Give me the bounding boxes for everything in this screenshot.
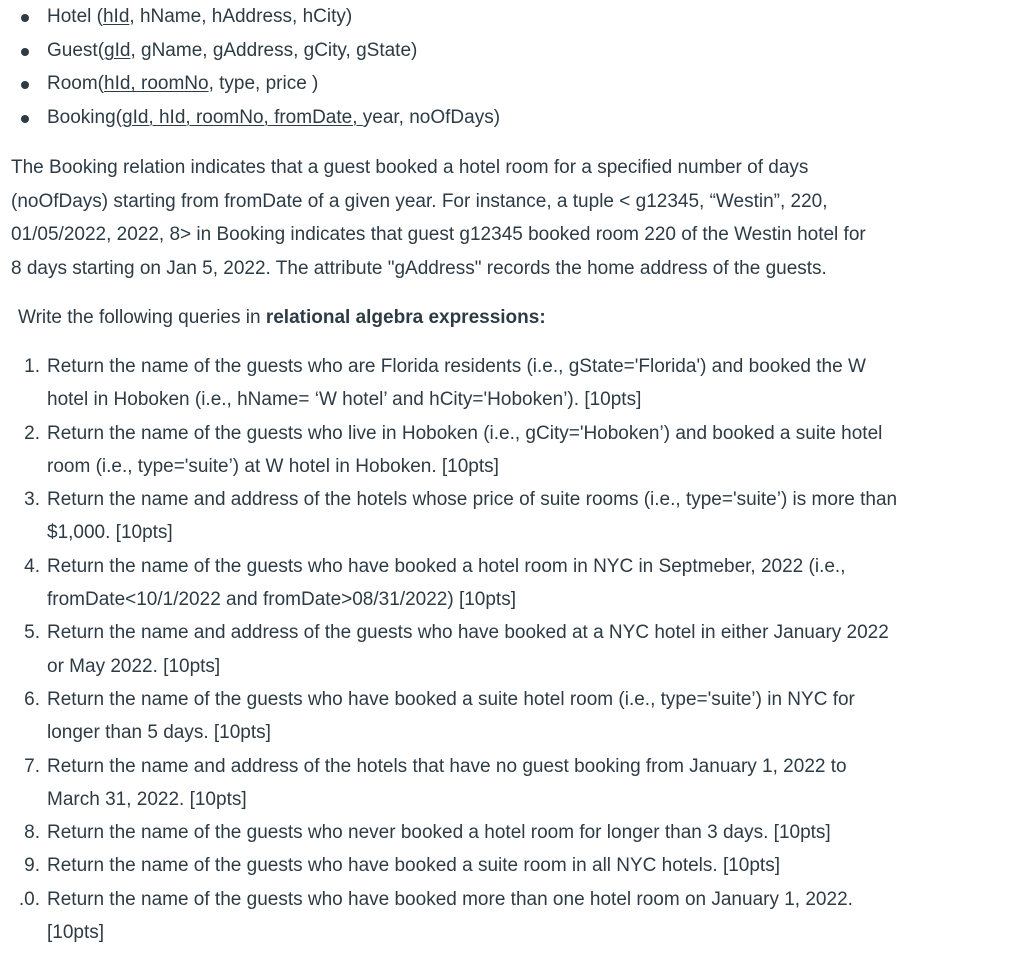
bullet-icon — [21, 48, 29, 56]
schema-item — [0, 105, 500, 139]
query-text-line: fromDate<10/1/2022 and fromDate>08/31/2022) [10pts] — [47, 589, 516, 611]
query-text-line: Return the name of the guests who are Florida residents (i.e., gState='Florida') and booked the W — [47, 356, 866, 377]
instruction-line — [18, 301, 546, 334]
schema-text: , hName, hAddress, hCity) — [129, 6, 353, 27]
description-line: 01/05/2022, 2022, 8> in Booking indicates that guest g12345 booked room 220 of the Westin hotel for — [11, 224, 866, 245]
query-text-line: or May 2022. [10pts] — [47, 655, 221, 677]
query-number: 8. — [24, 822, 40, 844]
query-text-line: Return the name of the guests who have booked a suite room in all NYC hotels. [10pts] — [47, 855, 780, 877]
description-line: (noOfDays) starting from fromDate of a given year. For instance, a tuple < g12345, “Westin”, 220, — [11, 190, 828, 212]
schema-text: , gName, gAddress, gCity, gState) — [130, 39, 418, 61]
bullet-icon — [21, 14, 29, 22]
query-number: .0. — [18, 888, 40, 910]
query-number: 4. — [24, 555, 40, 577]
query-item — [0, 849, 1024, 882]
schema-text: , type, price ) — [208, 73, 319, 94]
query-text-line: Return the name of the guests who have booked a hotel room in NYC in Septmeber, 2022 (i.e., — [47, 555, 846, 577]
schema-text: year, noOfDays) — [362, 106, 501, 128]
query-text-line: Return the name of the guests who live in Hoboken (i.e., gCity='Hoboken’) and booked a suite hotel — [47, 422, 883, 444]
query-item — [0, 417, 1024, 484]
query-item — [0, 616, 1024, 683]
description-line: 8 days starting on Jan 5, 2022. The attribute "gAddress" records the home address of the guests. — [11, 257, 827, 279]
schema-list — [0, 4, 500, 138]
query-item — [0, 816, 1024, 849]
query-item — [0, 483, 1024, 550]
query-number: 6. — [24, 688, 40, 710]
schema-text: Room( — [47, 73, 105, 94]
schema-key-attributes: gId — [104, 39, 131, 61]
query-number: 2. — [24, 422, 40, 444]
query-text-line: Return the name of the guests who have booked a suite hotel room (i.e., type='suite’) in NYC for — [47, 688, 855, 710]
query-list — [0, 350, 1024, 949]
schema-text: Guest( — [47, 39, 105, 61]
query-text-line: $1,000. [10pts] — [47, 522, 173, 544]
query-number: 3. — [24, 489, 40, 511]
description-line: The Booking relation indicates that a guest booked a hotel room for a specified number of days — [11, 157, 809, 178]
query-item — [0, 883, 1024, 950]
query-text-line: Return the name of the guests who never booked a hotel room for longer than 3 days. [10pts] — [47, 822, 831, 844]
query-number: 7. — [24, 755, 40, 777]
query-item — [0, 683, 1024, 750]
instruction-prefix: Write the following queries in — [18, 307, 266, 328]
query-text-line: [10pts] — [47, 922, 105, 944]
query-text-line: hotel in Hoboken (i.e., hName= ‘W hotel’ and hCity='Hoboken’). [10pts] — [47, 389, 642, 411]
query-text-line: room (i.e., type='suite’) at W hotel in Hoboken. [10pts] — [47, 455, 499, 477]
bullet-icon — [21, 115, 29, 123]
description-paragraph — [11, 151, 1023, 285]
schema-text: Hotel ( — [47, 6, 103, 27]
schema-item — [0, 4, 500, 38]
schema-item — [0, 38, 500, 72]
query-number: 5. — [24, 622, 40, 644]
schema-key-attributes: gId, hId, roomNo, fromDate, — [122, 106, 363, 128]
query-item — [0, 550, 1024, 617]
schema-item — [0, 71, 500, 105]
query-number: 1. — [24, 356, 40, 377]
query-text-line: Return the name and address of the guests who have booked at a NYC hotel in either January 2022 — [47, 622, 889, 644]
query-item — [0, 350, 1024, 417]
instruction-emphasis: relational algebra expressions: — [265, 307, 546, 328]
schema-key-attributes: hId — [102, 6, 130, 27]
schema-text: Booking( — [47, 106, 122, 128]
query-text-line: Return the name and address of the hotels that have no guest booking from January 1, 2022 to — [47, 755, 847, 777]
bullet-icon — [21, 81, 29, 89]
query-text-line: March 31, 2022. [10pts] — [47, 788, 247, 810]
query-text-line: Return the name and address of the hotels whose price of suite rooms (i.e., type='suite’) is more than — [47, 489, 898, 511]
schema-key-attributes: hId, roomNo — [104, 73, 209, 94]
query-number: 9. — [24, 855, 40, 877]
query-item — [0, 750, 1024, 817]
query-text-line: longer than 5 days. [10pts] — [47, 722, 271, 744]
query-text-line: Return the name of the guests who have booked more than one hotel room on January 1, 2022. — [47, 888, 853, 910]
